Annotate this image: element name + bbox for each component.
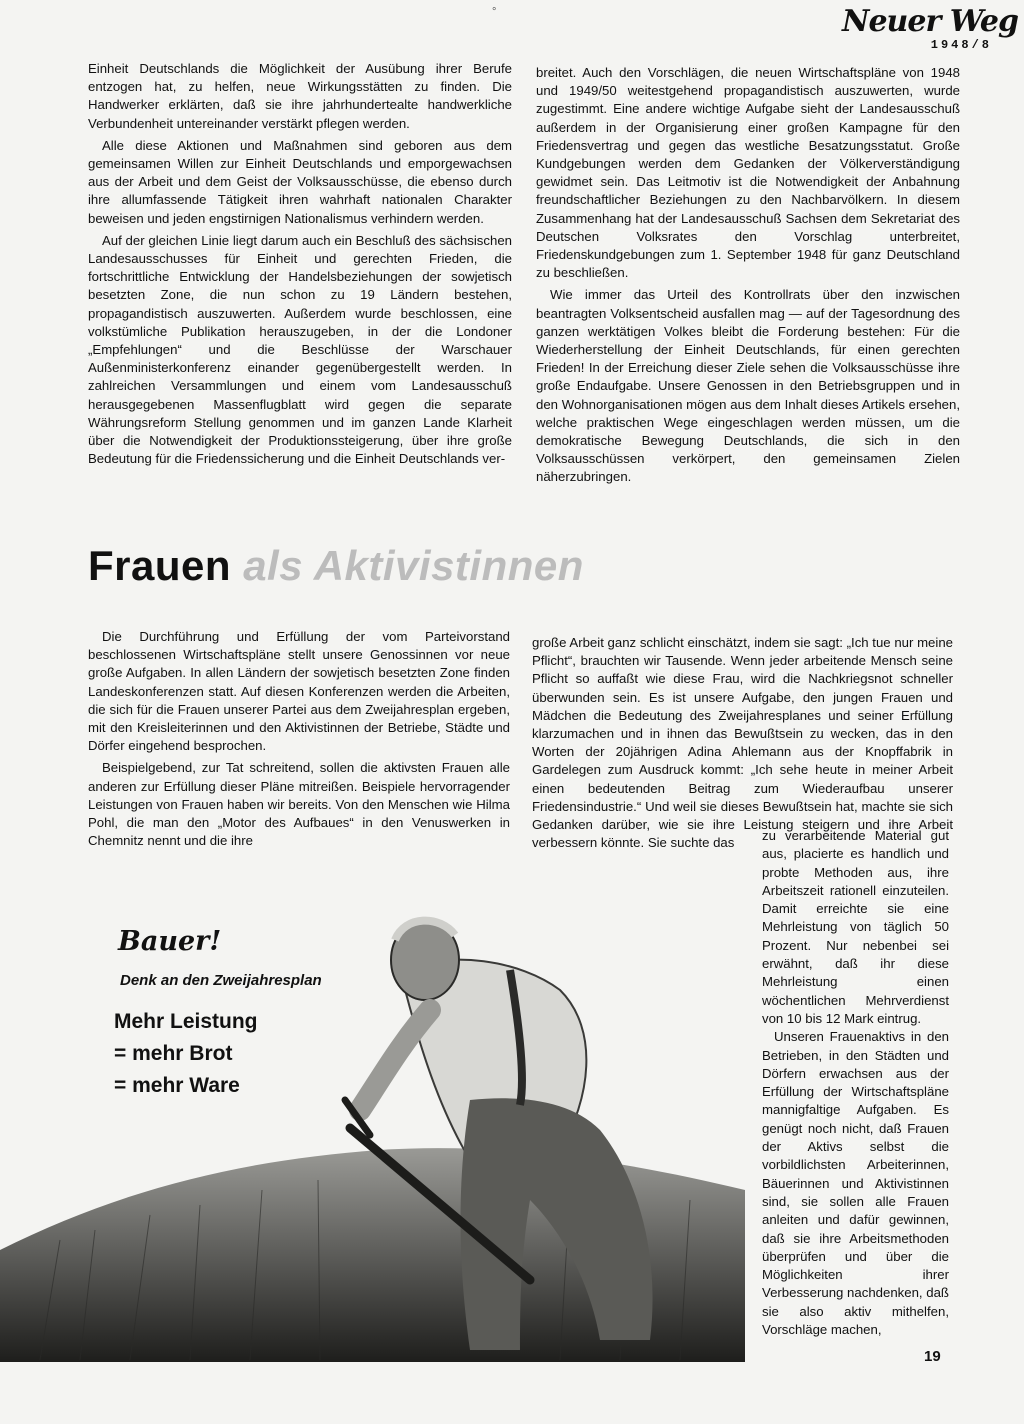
upper-left-column [88, 60, 512, 472]
headline-bold: Frauen [88, 542, 232, 589]
page-number: 19 [924, 1348, 941, 1365]
upper-right-column [536, 64, 960, 491]
paragraph: Auf der gleichen Linie liegt darum auch ein Beschluß des sächsischen Landesausschusses für Einheit und gerechten Frieden, die fortschrittliche Entwicklung der Handelsbeziehungen der sowjetisch besetzten Zone, die nun schon zu 19 Ländern bestehen, propagandistisch auszuwerten. Außerdem wurde beschlossen, eine volkstümliche Publikation herauszugeben, in der die Londoner „Empfehlungen“ und die Beschlüsse der Warschauer Außenministerkonferenz einander gegenübergestellt werden. In zahlreichen Versammlungen und einem vom Landesausschuß herausgegebenen Massenflugblatt wird gegen die separate Währungsreform Stellung genommen und im ganzen Lande Klarheit über die Notwendigkeit der Produktionssteigerung, über ihre große Bedeutung für die Friedenssicherung und die Einheit Deutschlands ver- [88, 232, 512, 467]
article-left-column [88, 628, 510, 854]
paragraph: Unseren Frauenaktivs in den Betrieben, in den Städten und Dörfern erwachsen aus der Erfüllung der Wirtschaftspläne mannigfaltige Aufgaben. Es genügt noch nicht, daß Frauen der Aktivs selbst die vorbildlichsten Arbeiterinnen, Bäuerinnen und Aktivistinnen sind, sie sollen alle Frauen anleiten und dafür gewinnen, daß sie ihre Arbeitsmethoden überprüfen und über die Möglichkeiten ihrer Verbesserung nachdenken, daß sie also aktiv mithelfen, Vorschläge machen, [762, 1029, 949, 1338]
paragraph: Wie immer das Urteil des Kontrollrats über den inzwischen beantragten Volksentscheid ausfallen mag — auf der Tagesordnung des ganzen werktätigen Volkes bleibt die Forderung bestehen: Für die Wiederherstellung der Einheit Deutschlands, für einen gerechten Frieden! In der Erreichung dieser Ziele sehen die Volksausschüsse ihre große Endaufgabe. Unsere Genossen in den Betriebsgruppen und in den Wohnorganisationen mögen aus dem Inhalt dieses Artikels ersehen, welche praktischen Wege eingeschlagen werden müssen, um die demokratische Bewegung Deutschlands, die sich in den Volksausschüssen verkörpert, den gemeinsamen Zielen näherzubringen. [536, 287, 960, 485]
poster-line-bauer: Bauer! [118, 926, 222, 957]
poster-line-ware: = mehr Ware [114, 1074, 240, 1097]
poster-line-denk: Denk an den Zweijahresplan [120, 972, 322, 989]
poster-photo [0, 860, 745, 1362]
paragraph: große Arbeit ganz schlicht einschätzt, indem sie sagt: „Ich tue nur meine Pflicht“, brauchten wir Tausende. Wenn jeder arbeitende Mensch seine Pflicht so auffaßt wie diese Frau, wird die Nachkriegsnot schneller überwunden sein. Es ist unsere Aufgabe, den jungen Frauen und Mädchen die Bedeutung des Zweijahresplanes und seiner Erfüllung klarzumachen und in ihnen das Bewußtsein zu wecken, das in den Worten der 20jährigen Adina Ahlemann aus der Knopffabrik in Gardelegen zum Ausdruck kommt: „Ich sehe heute in meiner Arbeit einen bedeutenden Beitrag zum Wiederaufbau unserer Friedensindustrie.“ Und weil sie dieses Bewußtsein hat, machte sie sich Gedanken darüber, wie sie ihre Leistung steigern und ihre Arbeit verbessern könnte. Sie suchte das [532, 635, 953, 851]
paragraph: Die Durchführung und Erfüllung der vom Parteivorstand beschlossenen Wirtschaftspläne stellt unsere Genossinnen vor neue große Aufgaben. In allen Ländern der sowjetisch besetzten Zone finden Landeskonferenzen statt. Auf diesen Konferenzen werden die Arbeiten, die sich für die Frauen unserer Partei aus dem Zweijahresplan ergeben, mit den Kreisleiterinnen und den Aktivistinnen der Betriebe, Städte und Dörfer eingehend besprochen. [88, 629, 510, 754]
paragraph: zu verarbeitende Material gut aus, placierte es handlich und probte Methoden aus, ihre Arbeitszeit rationell einzuteilen. Damit erreichte sie eine Mehrleistung von täglich 50 Prozent. Nur nebenbei sei erwähnt, daß ihr diese Mehrleistung einen wöchentlichen Mehrverdienst von 10 bis 12 Mark eintrug. [762, 828, 949, 1026]
headline-faded: als Aktivistinnen [243, 542, 584, 589]
masthead-issue: 1948/8 [930, 38, 992, 52]
article-headline [88, 542, 584, 590]
poster-line-brot: = mehr Brot [114, 1042, 233, 1065]
farmer-scything-illustration [0, 860, 745, 1362]
paragraph: Alle diese Aktionen und Maßnahmen sind geboren aus dem gemeinsamen Willen zur Einheit Deutschlands und emporgewachsen aus der Arbeit und dem Geist der Volksausschüsse, die ebenso durch ihre allumfassende Tätigkeit ihren wahrhaft nationalen Charakter beweisen und jeden engstirnigen Nationalismus verhindern werden. [88, 137, 512, 226]
page-mark: ° [492, 6, 497, 18]
masthead-title: Neuer Weg [842, 4, 1018, 39]
paragraph: Beispielgebend, zur Tat schreitend, sollen die aktivsten Frauen alle anderen zur Erfüllung dieser Pläne mitreißen. Beispiele hervorragender Leistungen von Frauen haben wir bereits. Von den Menschen wie Hilma Pohl, die man den „Motor des Aufbaues“ in den Venuswerken in Chemnitz nennt und die ihre [88, 760, 510, 849]
paragraph: Einheit Deutschlands die Möglichkeit der Ausübung ihrer Berufe entzogen hat, zu helfen, neue Wirkungsstätten zu finden. Die Handwerker erklärten, daß sie ihre jahrhundertealte handwerkliche Verbundenheit untereinander verstärkt pflegen werden. [88, 61, 512, 131]
article-right-column [532, 634, 953, 856]
article-narrow-column [762, 827, 949, 1339]
poster-line-leistung: Mehr Leistung [114, 1010, 258, 1033]
paragraph: breitet. Auch den Vorschlägen, die neuen Wirtschaftspläne von 1948 und 1949/50 weitestgehend propagandistisch auszuwerten, wurde zugestimmt. Eine andere wichtige Aufgabe sieht der Landesausschuß außerdem in der Organisierung einer großen Kampagne für den Friedensvertrag und gegen das westliche Besatzungsstatut. Große Kundgebungen werden dem Gedanken der Völkerverständigung gewidmet sein. Das Leitmotiv ist die Notwendigkeit der Anbahnung freundschaftlicher Beziehungen zu den Nachbarvölkern. In diesem Zusammenhang hat der Landesausschuß Sachsen dem Sekretariat des Deutschen Volksrates den Vorschlag unterbreitet, Friedenskundgebungen zum 1. September 1948 für ganz Deutschland zu beschließen. [536, 65, 960, 281]
